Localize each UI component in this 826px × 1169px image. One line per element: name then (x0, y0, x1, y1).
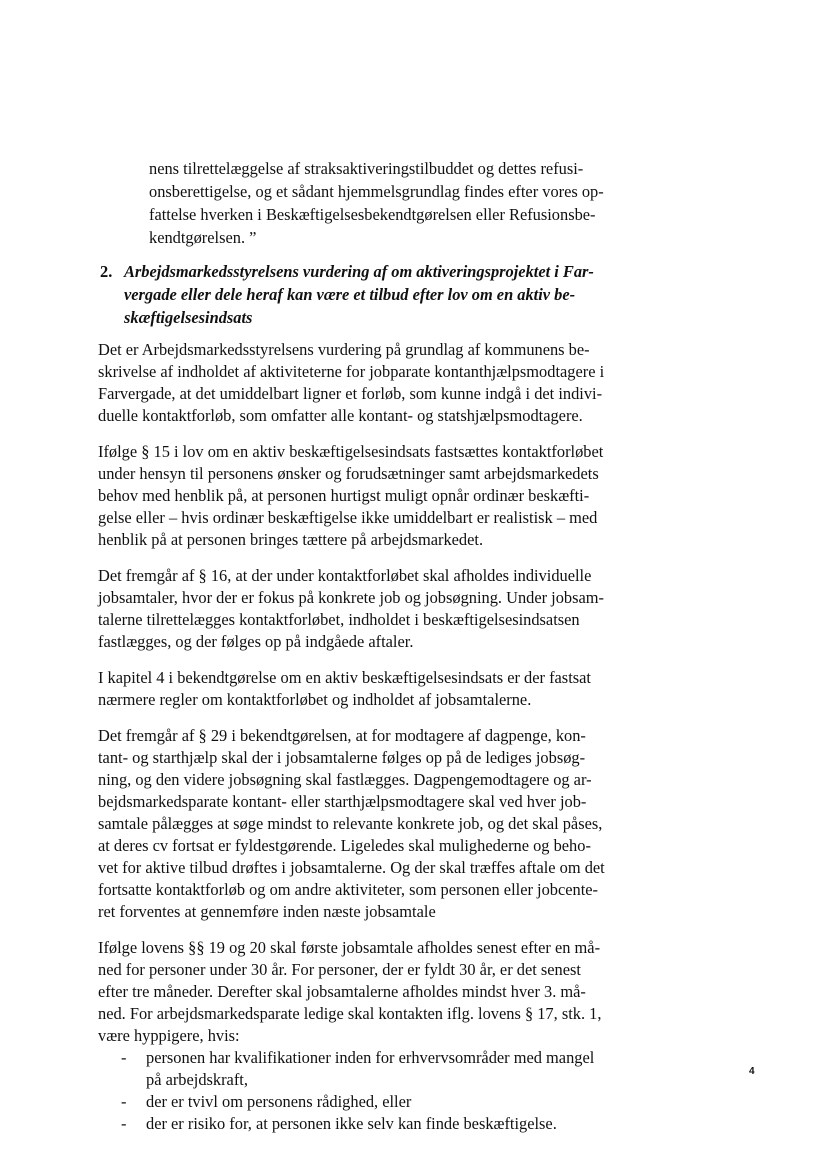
paragraph-line: skrivelse af indholdet af aktiviteterne for jobparate kontanthjælpsmodtagere i (98, 362, 605, 381)
paragraph-line: tant- og starthjælp skal der i jobsamtalerne følges op på de lediges jobsøg- (98, 748, 586, 767)
paragraph-line: Det fremgår af § 29 i bekendtgørelsen, at for modtagere af dagpenge, kon- (98, 726, 586, 745)
quote-line: onsberettigelse, og et sådant hjemmelsgrundlag findes efter vores op- (149, 182, 604, 201)
paragraph-line: efter tre måneder. Derefter skal jobsamtalerne afholdes mindst hver 3. må- (98, 982, 586, 1001)
paragraph-line: Farvergade, at det umiddelbart ligner et forløb, som kunne indgå i det indivi- (98, 384, 603, 403)
bullet-marker: - (121, 1092, 127, 1111)
list-item-line: på arbejdskraft, (146, 1070, 248, 1089)
paragraph-line: henblik på at personen bringes tættere på arbejdsmarkedet. (98, 530, 484, 549)
paragraph-line: ned for personer under 30 år. For personer, der er fyldt 30 år, er det senest (98, 960, 581, 979)
list-item-line: personen har kvalifikationer inden for erhvervsområder med mangel (146, 1048, 595, 1067)
paragraph-line: ning, og den videre jobsøgning skal fastlægges. Dagpengemodtagere og ar- (98, 770, 592, 789)
paragraph-line: samtale pålægges at søge mindst to relevante konkrete job, og det skal påses, (98, 814, 603, 833)
quote-line: kendtgørelsen. ” (149, 228, 257, 247)
paragraph-line: jobsamtaler, hvor der er fokus på konkrete job og jobsøgning. Under jobsam- (98, 588, 604, 607)
bullet-marker: - (121, 1048, 127, 1067)
paragraph-line: behov med henblik på, at personen hurtigst muligt opnår ordinær beskæfti- (98, 486, 590, 505)
paragraph-line: Ifølge lovens §§ 19 og 20 skal første jobsamtale afholdes senest efter en må- (98, 938, 601, 957)
list-item-line: der er risiko for, at personen ikke selv kan finde beskæftigelse. (146, 1114, 557, 1133)
paragraph-line: være hyppigere, hvis: (98, 1026, 240, 1045)
paragraph-line: ned. For arbejdsmarkedsparate ledige skal kontakten iflg. lovens § 17, stk. 1, (98, 1004, 602, 1023)
paragraph-line: Ifølge § 15 i lov om en aktiv beskæftigelsesindsats fastsættes kontaktforløbet (98, 442, 604, 461)
paragraph-line: fortsatte kontaktforløb og om andre aktiviteter, som personen eller jobcente- (98, 880, 599, 899)
paragraph-line: gelse eller – hvis ordinær beskæftigelse ikke umiddelbart er realistisk – med (98, 508, 598, 527)
heading-line: Arbejdsmarkedsstyrelsens vurdering af om aktiveringsprojektet i Far- (124, 262, 594, 281)
quote-line: nens tilrettelæggelse af straksaktiveringstilbuddet og dettes refusi- (149, 159, 584, 178)
paragraph-line: vet for aktive tilbud drøftes i jobsamtalerne. Og der skal træffes aftale om det (98, 858, 605, 877)
paragraph-line: duelle kontaktforløb, som omfatter alle kontant- og statshjælpsmodtagere. (98, 406, 583, 425)
paragraph-line: at deres cv fortsat er fyldestgørende. Ligeledes skal mulighederne og beho- (98, 836, 591, 855)
section-number: 2. (100, 262, 113, 281)
paragraph-line: Det fremgår af § 16, at der under kontaktforløbet skal afholdes individuelle (98, 566, 592, 585)
paragraph-line: fastlægges, og der følges op på indgåede aftaler. (98, 632, 414, 651)
paragraph-line: nærmere regler om kontaktforløbet og indholdet af jobsamtalerne. (98, 690, 532, 709)
bullet-marker: - (121, 1114, 127, 1133)
heading-line: skæftigelsesindsats (124, 308, 253, 327)
paragraph-line: talerne tilrettelægges kontaktforløbet, indholdet i beskæftigelsesindsatsen (98, 610, 580, 629)
page-number: 4 (749, 1066, 755, 1077)
quote-line: fattelse hverken i Beskæftigelsesbekendtgørelsen eller Refusionsbe- (149, 205, 596, 224)
paragraph-line: I kapitel 4 i bekendtgørelse om en aktiv beskæftigelsesindsats er der fastsat (98, 668, 591, 687)
heading-line: vergade eller dele heraf kan være et tilbud efter lov om en aktiv be- (124, 285, 576, 304)
paragraph-line: ret forventes at gennemføre inden næste jobsamtale (98, 902, 436, 921)
list-item-line: der er tvivl om personens rådighed, eller (146, 1092, 412, 1111)
paragraph-line: under hensyn til personens ønsker og forudsætninger samt arbejdsmarkedets (98, 464, 599, 483)
paragraph-line: Det er Arbejdsmarkedsstyrelsens vurdering på grundlag af kommunens be- (98, 340, 590, 359)
paragraph-line: bejdsmarkedsparate kontant- eller starthjælpsmodtagere skal ved hver job- (98, 792, 587, 811)
